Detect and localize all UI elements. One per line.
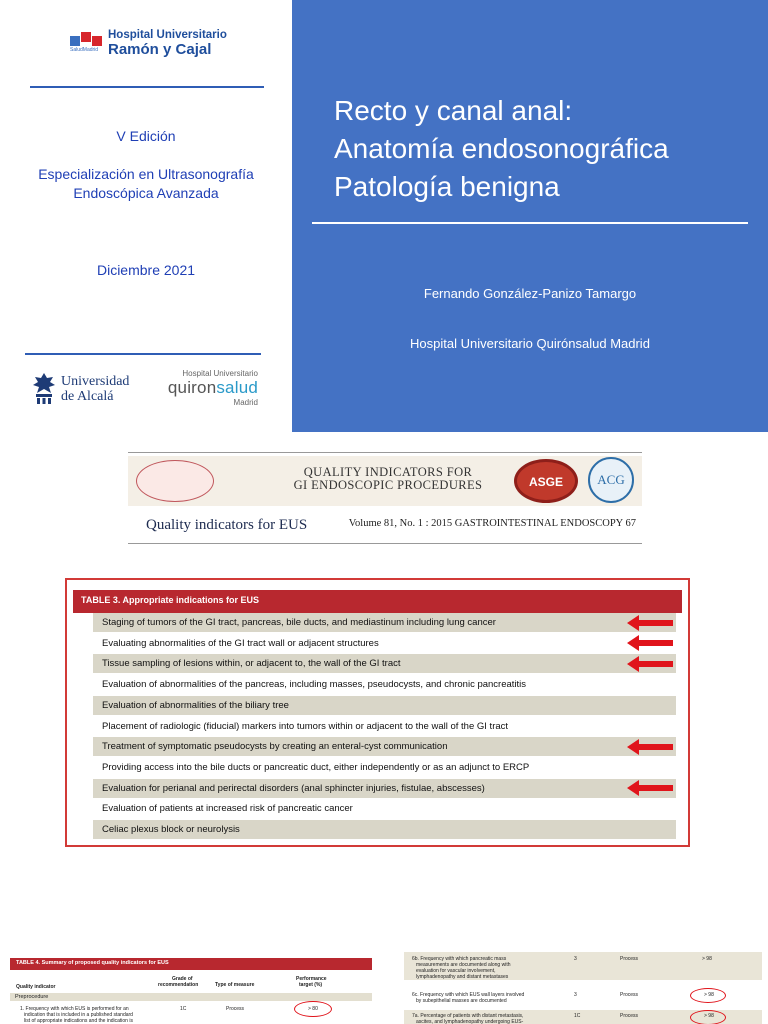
- r1-text-2: measurements are documented along with: [416, 962, 511, 968]
- table3-row: Placement of radiologic (fiducial) markers into tumors within or adjacent to the wall of the GI tract: [102, 720, 509, 732]
- section-band: [10, 993, 372, 1001]
- course-title-line1: Especialización en Ultrasonografía: [38, 166, 254, 182]
- acg-label: ACG: [597, 472, 625, 487]
- qs-top-label: Hospital Universitario: [182, 369, 258, 378]
- title-underline: [312, 222, 748, 224]
- slide-title: [334, 92, 669, 206]
- journal-series-title: [268, 466, 508, 492]
- r1-measure: Process: [620, 956, 639, 962]
- r2-text-2: by subepithelial masses are documented: [416, 998, 507, 1004]
- title-slide-left-panel: [0, 0, 292, 432]
- table3-row: Evaluating abnormalities of the GI tract wall or adjacent structures: [102, 637, 379, 649]
- table4-header-bar: [10, 958, 372, 970]
- title-slide-right-panel: [292, 0, 768, 432]
- table3-row: Staging of tumors of the GI tract, pancreas, bile ducts, and mediastinum including lung cancer: [93, 613, 676, 632]
- salud-madrid-mark-icon: [70, 32, 104, 54]
- table4-heading: TABLE 4. Summary of proposed quality indicators for EUS: [16, 960, 169, 966]
- table3-frame: [65, 578, 690, 847]
- author-name: Fernando González-Panizo Tamargo: [423, 286, 637, 301]
- table4-right-excerpt: [404, 952, 762, 1024]
- uah-line2: de Alcalá: [61, 389, 114, 404]
- journal-series-title-line2: GI ENDOSCOPIC PROCEDURES: [293, 478, 483, 492]
- row1-text-3: list of appropriate indications and the indication is: [24, 1018, 133, 1024]
- table3-row: Treatment of symptomatic pseudocysts by creating an enteral-cyst communication: [93, 737, 676, 756]
- table3-row: Evaluation of abnormalities of the pancreas, including masses, pseudocysts, and chronic pancreatitis: [102, 679, 527, 691]
- row1-text-2: indication that is included in a published standard: [24, 1012, 133, 1018]
- edition-label: V Edición: [116, 128, 176, 144]
- table3-header-bar: [73, 590, 682, 613]
- r1-text-4: lymphadenopathy and distant metastases: [416, 974, 509, 980]
- asge-seal-icon: [514, 459, 578, 503]
- col-target-1: Performance: [296, 976, 327, 982]
- slide-title-line2: Anatomía endosonográfica: [334, 133, 669, 164]
- quironsalud-logo: [160, 369, 258, 407]
- col-indicator: Quality indicator: [16, 984, 56, 990]
- qs-brand-a: quiron: [167, 378, 217, 397]
- qs-city: Madrid: [233, 398, 258, 407]
- table3-row: Celiac plexus block or neurolysis: [93, 820, 676, 839]
- r1-grade: 3: [574, 956, 577, 962]
- red-arrow-icon: [627, 739, 673, 755]
- article-citation: Volume 81, No. 1 : 2015 GASTROINTESTINAL ENDOSCOPY 67: [348, 518, 636, 529]
- table3-heading: TABLE 3. Appropriate indications for EUS: [81, 595, 260, 605]
- row1-target: > 80: [308, 1006, 318, 1012]
- hospital-logo-line1: Hospital Universitario: [108, 29, 227, 41]
- highlight-oval: [294, 1001, 332, 1017]
- red-arrow-icon: [627, 656, 673, 672]
- table4-left-excerpt: [10, 958, 372, 1024]
- row1-grade: 1C: [180, 1006, 187, 1012]
- bottom-divider: [25, 353, 261, 355]
- red-arrow-icon: [627, 635, 673, 651]
- table3-row: Evaluation of abnormalities of the biliary tree: [93, 696, 676, 715]
- journal-header-image: [128, 452, 642, 544]
- r2-measure: Process: [620, 992, 639, 998]
- row1-text-1: 1. Frequency with which EUS is performed for an: [20, 1006, 129, 1012]
- table3-row: Providing access into the bile ducts or pancreatic duct, either independently or as an adjunct to ERCP: [102, 761, 530, 773]
- table3-row: Evaluation for perianal and perirectal disorders (anal sphincter injuries, fistulae, abscesses): [93, 779, 676, 798]
- hospital-ramon-y-cajal-logo: [70, 30, 227, 57]
- col-grade-2: recommendation: [158, 982, 199, 988]
- r2-text-1: 6c. Frequency with which EUS wall layers involved: [412, 992, 525, 998]
- table3-row: Evaluation of patients at increased risk of pancreatic cancer: [102, 803, 353, 815]
- slide-title-line1: Recto y canal anal:: [334, 95, 573, 126]
- course-date: Diciembre 2021: [96, 262, 196, 278]
- r3-text-1: 7a. Percentage of patients with distant metastasis,: [412, 1013, 524, 1019]
- r3-text-2: ascites, and lymphadenopathy undergoing EUS-: [416, 1019, 524, 1024]
- table3-row: Tissue sampling of lesions within, or adjacent to, the wall of the GI tract: [93, 654, 676, 673]
- r1-text-3: evaluation for vascular involvement,: [416, 968, 496, 974]
- course-title-line2: Endoscópica Avanzada: [73, 185, 219, 201]
- highlight-oval: [690, 1010, 726, 1024]
- article-title: Quality indicators for EUS: [146, 517, 308, 533]
- university-crest-icon: [32, 372, 56, 406]
- r2-grade: 3: [574, 992, 577, 998]
- r1-text-1: 6b. Frequency with which pancreatic mass: [412, 956, 507, 962]
- top-divider: [30, 86, 264, 88]
- universidad-de-alcala-logo: [32, 372, 129, 406]
- author-affiliation: Hospital Universitario Quirónsalud Madrid: [410, 336, 650, 351]
- acg-seal-icon: [588, 457, 634, 503]
- r1-target: > 98: [702, 956, 712, 962]
- r2-target: > 98: [704, 992, 714, 998]
- col-grade-1: Grade of: [172, 976, 193, 982]
- asge-label: ASGE: [528, 475, 563, 489]
- red-arrow-icon: [627, 615, 673, 631]
- r3-measure: Process: [620, 1013, 639, 1019]
- col-measure: Type of measure: [215, 982, 255, 988]
- uah-line1: Universidad: [61, 374, 130, 389]
- r3-grade: 1C: [574, 1013, 581, 1019]
- row1-measure: Process: [226, 1006, 245, 1012]
- r3-target: > 98: [704, 1013, 714, 1019]
- salud-madrid-label: SaludMadrid: [70, 47, 99, 54]
- col-target-2: target (%): [299, 982, 323, 988]
- red-arrow-icon: [627, 780, 673, 796]
- hospital-logo-line2: Ramón y Cajal: [108, 40, 212, 58]
- journal-series-title-line1: QUALITY INDICATORS FOR: [303, 465, 473, 479]
- section-preprocedure: Preprocedure: [15, 994, 49, 1000]
- slide-title-line3: Patología benigna: [334, 171, 560, 202]
- commentary-seal-icon: [136, 460, 214, 502]
- highlight-oval: [690, 988, 726, 1003]
- qs-brand-b: salud: [216, 378, 258, 397]
